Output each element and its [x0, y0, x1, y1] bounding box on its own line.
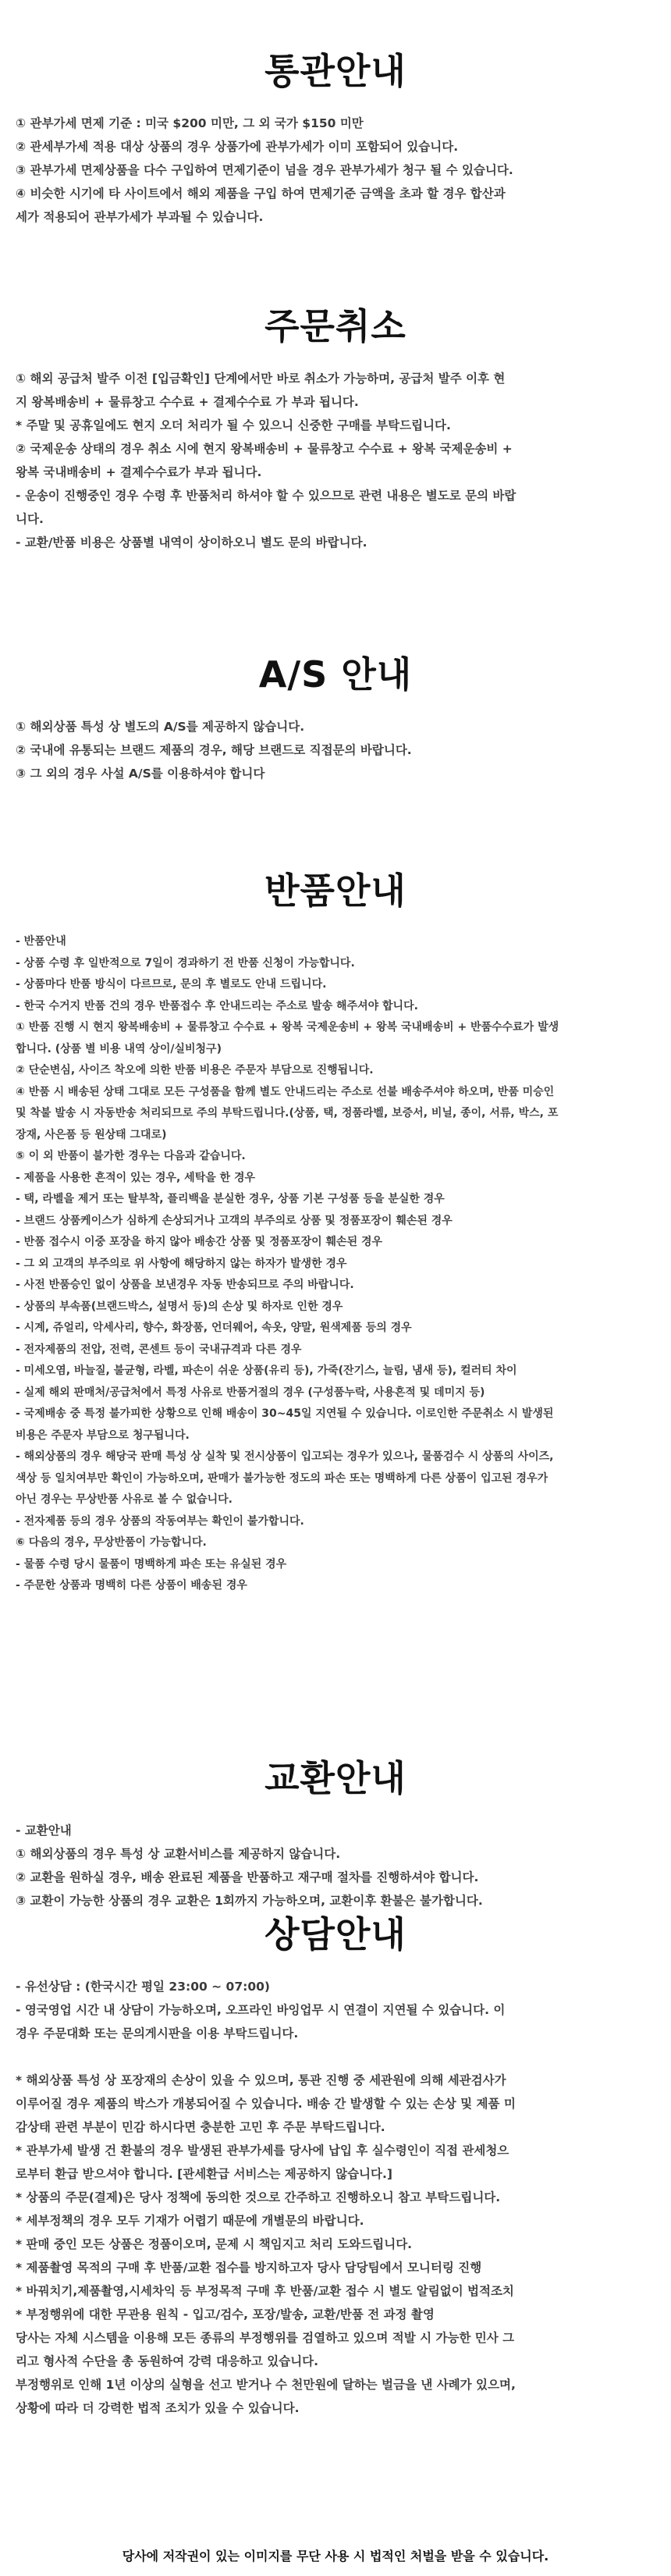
text-line: 경우 주문대화 또는 문의게시판을 이용 부탁드립니다. [16, 2026, 299, 2041]
text-line: ② 단순변심, 사이즈 착오에 의한 반품 비용은 주문자 부담으로 진행됩니다. [16, 1064, 374, 1076]
return-lines [16, 931, 655, 1597]
as-section [16, 646, 655, 785]
text-line: 니다. [16, 512, 44, 526]
text-line: ① 반품 진행 시 현지 왕복배송비 + 물류창고 수수료 + 왕복 국제운송비 + 왕복 국내배송비 + 반품수수료가 발생 [16, 1021, 559, 1034]
text-line: ② 국내에 유통되는 브랜드 제품의 경우, 해당 브랜드로 직접문의 바랍니다. [16, 743, 412, 757]
text-line: 리고 형사적 수단을 총 동원하여 강력 대응하고 있습니다. [16, 2354, 319, 2368]
cancel-lines [16, 367, 655, 554]
text-line: ① 해외 공급처 발주 이전 [입금확인] 단계에서만 바로 취소가 가능하며, 공급처 발주 이후 현 [16, 372, 506, 386]
customs-title: 통관안내 [264, 50, 407, 92]
text-line: ② 국제운송 상태의 경우 취소 시에 현지 왕복배송비 + 물류창고 수수료 + 왕복 국제운송비 + [16, 442, 513, 456]
return-section [16, 863, 655, 1597]
text-line: 감상태 관련 부분이 민감 하시다면 충분한 고민 후 주문 부탁드립니다. [16, 2120, 385, 2134]
text-line: * 해외상품 특성 상 포장재의 손상이 있을 수 있으며, 통관 진행 중 세관원에 의해 세관검사가 [16, 2073, 506, 2087]
copyright-notice: 당사에 저작권이 있는 이미지를 무단 사용 시 법적인 처벌을 받을 수 있습니다. [122, 2549, 549, 2564]
text-line: 및 착불 발송 시 자동반송 처리되므로 주의 부탁드립니다.(상품, 택, 정품라벨, 보증서, 비닐, 종이, 서류, 박스, 포 [16, 1107, 559, 1119]
text-line: - 해외상품의 경우 해당국 판매 특성 상 실착 및 전시상품이 입고되는 경우가 있으나, 물품검수 시 상품의 사이즈, [16, 1450, 554, 1463]
text-line: 색상 등 일치여부만 확인이 가능하오며, 판매가 불가능한 정도의 파손 또는 명백하게 다른 상품이 입고된 경우가 [16, 1471, 549, 1485]
text-line: ③ 그 외의 경우 사설 A/S를 이용하셔야 합니다 [16, 767, 265, 781]
text-line: 비용은 주문자 부담으로 청구됩니다. [16, 1429, 190, 1442]
text-line: ④ 반품 시 배송된 상태 그대로 모든 구성품을 함께 별도 안내드리는 주소로 선불 배송주셔야 하오며, 반품 미승인 [16, 1085, 555, 1098]
text-line: 로부터 환급 받으셔야 합니다. [관세환급 서비스는 제공하지 않습니다.] [16, 2167, 392, 2181]
text-line: - 국제배송 중 특정 불가피한 상황으로 인해 배송이 30~45일 지연될 수 있습니다. 이로인한 주문취소 시 발생된 [16, 1407, 554, 1420]
customs-section [16, 43, 655, 229]
text-line: 아닌 경우는 무상반품 사유로 볼 수 없습니다. [16, 1493, 233, 1506]
text-line: ③ 교환이 가능한 상품의 경우 교환은 1회까지 가능하오며, 교환이후 환불은 불가합니다. [16, 1894, 483, 1908]
text-line: * 상품의 주문(결제)은 당사 정책에 동의한 것으로 간주하고 진행하오니 참고 부탁드립니다. [16, 2190, 501, 2204]
consult-lines [16, 1975, 655, 2420]
text-line: * 세부정책의 경우 모두 기재가 어렵기 때문에 개별문의 바랍니다. [16, 2214, 364, 2228]
text-line: - 주문한 상품과 명백히 다른 상품이 배송된 경우 [16, 1579, 247, 1592]
text-line: * 판매 중인 모든 상품은 정품이오며, 문제 시 책임지고 처리 도와드립니다. [16, 2237, 413, 2251]
text-line: - 미세오염, 바늘질, 불균형, 라벨, 파손이 쉬운 상품(유리 등), 가죽(잔기스, 늘림, 냄새 등), 컬러티 차이 [16, 1364, 517, 1377]
exchange-title: 교환안내 [264, 1757, 407, 1799]
consult-title: 상담안내 [264, 1913, 407, 1955]
text-line: 합니다. (상품 별 비용 내역 상이/실비청구) [16, 1042, 222, 1055]
text-line: - 제품을 사용한 흔적이 있는 경우, 세탁을 한 경우 [16, 1171, 256, 1184]
text-line: - 택, 라벨을 제거 또는 탈부착, 플리백을 분실한 경우, 상품 기본 구성품 등을 분실한 경우 [16, 1193, 445, 1205]
text-line: ⑤ 이 외 반품이 불가한 경우는 다음과 같습니다. [16, 1150, 246, 1162]
text-line: - 사전 반품승인 없이 상품을 보낸경우 자동 반송되므로 주의 바랍니다. [16, 1279, 354, 1291]
as-lines [16, 715, 655, 785]
text-line: 부정행위로 인해 1년 이상의 실형을 선고 받거나 수 천만원에 달하는 벌금을 낸 사례가 있으며, [16, 2378, 516, 2392]
text-line: 이루어질 경우 제품의 박스가 개봉되어질 수 있습니다. 배송 간 발생할 수 있는 손상 및 제품 미 [16, 2097, 516, 2111]
text-line: ④ 비슷한 시기에 타 사이트에서 해외 제품을 구입 하여 면제기준 금액을 초과 할 경우 합산과 [16, 187, 506, 201]
exchange-lines [16, 1819, 655, 1912]
text-line: * 제품촬영 목적의 구매 후 반품/교환 접수를 방지하고자 당사 담당팀에서 모니터링 진행 [16, 2261, 482, 2275]
text-line: 세가 적용되어 관부가세가 부과될 수 있습니다. [16, 210, 264, 224]
text-line: - 상품의 부속품(브랜드박스, 설명서 등)의 손상 및 하자로 인한 경우 [16, 1300, 343, 1313]
text-line: * 주말 및 공휴일에도 현지 오더 처리가 될 수 있으니 신중한 구매를 부탁드립니다. [16, 418, 451, 432]
text-line: - 교환안내 [16, 1823, 72, 1838]
text-line: ① 해외상품의 경우 특성 상 교환서비스를 제공하지 않습니다. [16, 1847, 341, 1861]
text-line: * 바꿔치기,제품촬영,시세차익 등 부정목적 구매 후 반품/교환 접수 시 별도 알림없이 법적조치 [16, 2284, 514, 2298]
text-line: * 부정행위에 대한 무관용 원칙 - 입고/검수, 포장/발송, 교환/반품 전 과정 촬영 [16, 2307, 435, 2322]
text-line: 당사는 자체 시스템을 이용해 모든 종류의 부정행위를 검열하고 있으며 적발 시 가능한 민사 그 [16, 2331, 515, 2345]
text-line: - 유선상담 : (한국시간 평일 23:00 ~ 07:00) [16, 1980, 270, 1994]
text-line: 지 왕복배송비 + 물류창고 수수료 + 결제수수료 가 부과 됩니다. [16, 395, 359, 409]
text-line: - 교환/반품 비용은 상품별 내역이 상이하오니 별도 문의 바랍니다. [16, 535, 367, 550]
text-line: - 운송이 진행중인 경우 수령 후 반품처리 하셔야 할 수 있으므로 관련 내용은 별도로 문의 바랍 [16, 489, 517, 503]
text-line: - 상품 수령 후 일반적으로 7일이 경과하기 전 반품 신청이 가능합니다. [16, 956, 355, 970]
cancel-section [16, 298, 655, 554]
text-line: - 반품 접수시 이중 포장을 하지 않아 배송간 상품 및 정품포장이 훼손된 경우 [16, 1236, 383, 1248]
text-line [16, 2045, 655, 2069]
text-line: ② 관세부가세 적용 대상 상품의 경우 상품가에 관부가세가 이미 포함되어 있습니다. [16, 140, 459, 154]
text-line: - 그 외 고객의 부주의로 위 사항에 해당하지 않는 하자가 발생한 경우 [16, 1257, 347, 1270]
return-title: 반품안내 [264, 870, 407, 912]
text-line: - 브랜드 상품케이스가 심하게 손상되거나 고객의 부주의로 상품 및 정품포장이 훼손된 경우 [16, 1214, 453, 1227]
text-line: - 시계, 쥬얼리, 악세사리, 향수, 화장품, 언더웨어, 속옷, 양말, 원색제품 등의 경우 [16, 1322, 412, 1334]
exchange-section [16, 1750, 655, 1912]
text-line: - 전자제품의 전압, 전력, 콘센트 등이 국내규격과 다른 경우 [16, 1343, 302, 1356]
text-line: 왕복 국내배송비 + 결제수수료가 부과 됩니다. [16, 465, 262, 479]
customs-lines [16, 112, 655, 229]
text-line: ⑥ 다음의 경우, 무상반품이 가능합니다. [16, 1536, 207, 1549]
text-line: - 물품 수령 당시 물품이 명백하게 파손 또는 유실된 경우 [16, 1557, 287, 1571]
cancel-title: 주문취소 [264, 305, 407, 347]
text-line: - 전자제품 등의 경우 상품의 작동여부는 확인이 불가합니다. [16, 1514, 304, 1528]
as-title: A/S 안내 [258, 653, 413, 696]
text-line: 상황에 따라 더 강력한 법적 조치가 있을 수 있습니다. [16, 2401, 300, 2415]
text-line: - 영국영업 시간 내 상담이 가능하오며, 오프라인 바잉업무 시 연결이 지연될 수 있습니다. 이 [16, 2003, 506, 2017]
text-line: ③ 관부가세 면제상품을 다수 구입하여 면제기준이 넘을 경우 관부가세가 청구 될 수 있습니다. [16, 163, 513, 177]
consult-section [16, 1906, 655, 2420]
text-line: ① 해외상품 특성 상 별도의 A/S를 제공하지 않습니다. [16, 720, 305, 734]
text-line: ① 관부가세 면제 기준 : 미국 $200 미만, 그 외 국가 $150 미만 [16, 116, 364, 130]
text-line: ② 교환을 원하실 경우, 배송 완료된 제품을 반품하고 재구매 절차를 진행하셔야 합니다. [16, 1870, 479, 1884]
text-line: - 한국 수거지 반품 건의 경우 반품접수 후 안내드리는 주소로 발송 해주셔야 합니다. [16, 999, 418, 1012]
text-line: - 반품안내 [16, 935, 66, 948]
text-line: * 관부가세 발생 건 환불의 경우 발생된 관부가세를 당사에 납입 후 실수령인이 직접 관세청으 [16, 2144, 509, 2158]
text-line: - 상품마다 반품 방식이 다르므로, 문의 후 별로도 안내 드립니다. [16, 978, 327, 991]
text-line: 장재, 사은품 등 원상태 그대로) [16, 1128, 167, 1141]
text-line: - 실제 해외 판매처/공급처에서 특정 사유로 반품거절의 경우 (구성품누락, 사용흔적 및 데미지 등) [16, 1386, 485, 1399]
